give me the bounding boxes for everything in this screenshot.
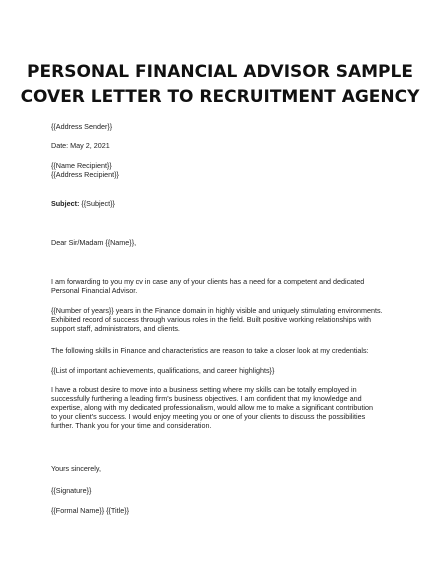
subject-value: {{Subject}}: [79, 199, 115, 208]
closing: Yours sincerely,: [51, 464, 101, 473]
formal-name-title: {{Formal Name}} {{Title}}: [51, 506, 130, 515]
address-sender: {{Address Sender}}: [51, 122, 113, 131]
paragraph-motivation: I have a robust desire to move into a business setting where my skills can be totally employed in successfully furthering a leading firm's business objectives. I am confident that my knowledge and expertise, along with my dedicated professionalism, would allow me to make a significant contribution to your client's success. I would enjoy meeting you or one of your clients to discuss the possibilities further. Thank you for your time and consideration.: [51, 385, 374, 430]
paragraph-achievements: {{List of important achievements, qualifications, and career highlights}}: [51, 366, 275, 375]
paragraph-intro: I am forwarding to you my cv in case any of your clients has a need for a competent and dedicated Personal Financial Advisor.: [51, 277, 365, 295]
subject-label: Subject:: [51, 199, 80, 208]
salutation: Dear Sir/Madam {{Name}},: [51, 238, 137, 247]
document-title: [20, 60, 420, 110]
name-recipient: {{Name Recipient}}: [51, 161, 112, 170]
title-line-1: PERSONAL FINANCIAL ADVISOR SAMPLE: [27, 62, 413, 82]
address-recipient: {{Address Recipient}}: [51, 170, 119, 179]
title-line-2: COVER LETTER TO RECRUITMENT AGENCY: [20, 87, 420, 107]
signature: {{Signature}}: [51, 486, 92, 495]
paragraph-experience: {{Number of years}} years in the Finance domain in highly visible and uniquely stimulating environments. Exhibited record of success through various roles in the field. Built positive working relationships with support staff, administrators, and clients.: [51, 306, 383, 333]
date-line: Date: May 2, 2021: [51, 141, 110, 150]
subject-line: [51, 199, 391, 208]
paragraph-skills: The following skills in Finance and characteristics are reason to take a closer look at my credentials:: [51, 346, 369, 355]
